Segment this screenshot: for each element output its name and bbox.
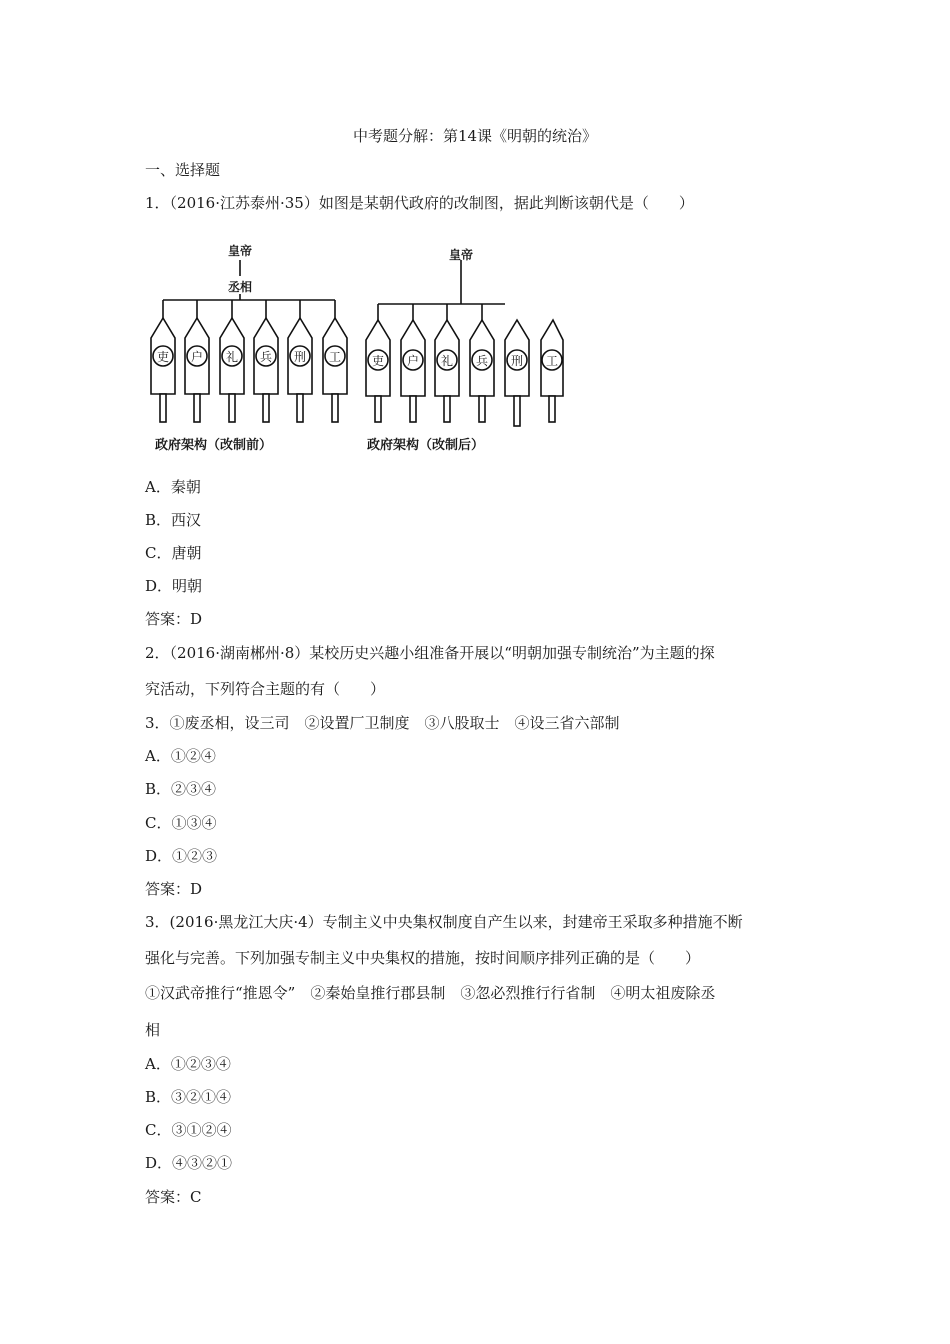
before-ministry-justice: 刑 [294, 350, 307, 364]
q1-option-b: B．西汉 [145, 511, 202, 529]
before-ministry-war: 兵 [260, 350, 273, 364]
q2-items: 3．①废丞相，设三司 ②设置厂卫制度 ③八股取士 ④设三省六部制 [145, 714, 620, 732]
after-ministry-rites: 礼 [441, 354, 454, 368]
q1-answer: 答案：D [145, 610, 203, 628]
before-caption: 政府架构（改制前） [155, 438, 273, 453]
after-ministry-justice: 刑 [511, 354, 524, 368]
q3-items-line2: 相 [145, 1021, 161, 1039]
before-ministry-revenue: 户 [191, 350, 204, 364]
q3-option-a: A．①②③④ [145, 1055, 231, 1073]
after-caption: 政府架构（改制后） [367, 438, 485, 453]
q2-option-a: A．①②④ [145, 747, 216, 765]
page-title: 中考题分解：第14课《明朝的统治》 [352, 127, 598, 145]
after-ministry-works: 工 [546, 354, 559, 368]
q1-stem: 1．（2016·江苏泰州·35）如图是某朝代政府的改制图，据此判断该朝代是（ ） [145, 194, 694, 212]
q2-option-d: D．①②③ [145, 847, 218, 865]
after-ministry-revenue: 户 [407, 354, 420, 368]
government-structure-labels [145, 238, 565, 458]
before-ministry-works: 工 [329, 350, 342, 364]
before-ministry-personnel: 吏 [157, 350, 170, 364]
q2-stem-line1: 2．（2016·湖南郴州·8）某校历史兴趣小组准备开展以“明朝加强专制统治”为主题的探 [145, 644, 715, 662]
q3-option-b: B．③②①④ [145, 1088, 232, 1106]
before-ministry-rites: 礼 [226, 350, 239, 364]
after-ministry-war: 兵 [476, 354, 489, 368]
section-heading: 一、选择题 [145, 161, 221, 179]
q1-option-a: A．秦朝 [145, 478, 201, 496]
q2-answer: 答案：D [145, 880, 203, 898]
q3-stem-line1: 3．(2016·黑龙江大庆·4）专制主义中央集权制度自产生以来，封建帝王采取多种措施不断 [145, 913, 743, 931]
q3-option-d: D．④③②① [145, 1154, 233, 1172]
q3-stem-line2: 强化与完善。下列加强专制主义中央集权的措施，按时间顺序排列正确的是（ ） [145, 949, 701, 967]
q3-items-line1: ①汉武帝推行“推恩令” ②秦始皇推行郡县制 ③忽必烈推行行省制 ④明太祖废除丞 [145, 984, 716, 1002]
q2-option-c: C．①③④ [145, 814, 217, 832]
after-ministry-personnel: 吏 [372, 354, 385, 368]
before-chancellor-label: 丞相 [228, 280, 253, 294]
q1-option-d: D．明朝 [145, 577, 203, 595]
q1-option-c: C．唐朝 [145, 544, 202, 562]
q2-option-b: B．②③④ [145, 780, 217, 798]
after-emperor-label: 皇帝 [449, 248, 474, 262]
q2-stem-line2: 究活动，下列符合主题的有（ ） [145, 680, 386, 698]
q3-answer: 答案：C [145, 1188, 202, 1206]
q3-option-c: C．③①②④ [145, 1121, 232, 1139]
before-emperor-label: 皇帝 [228, 244, 253, 258]
